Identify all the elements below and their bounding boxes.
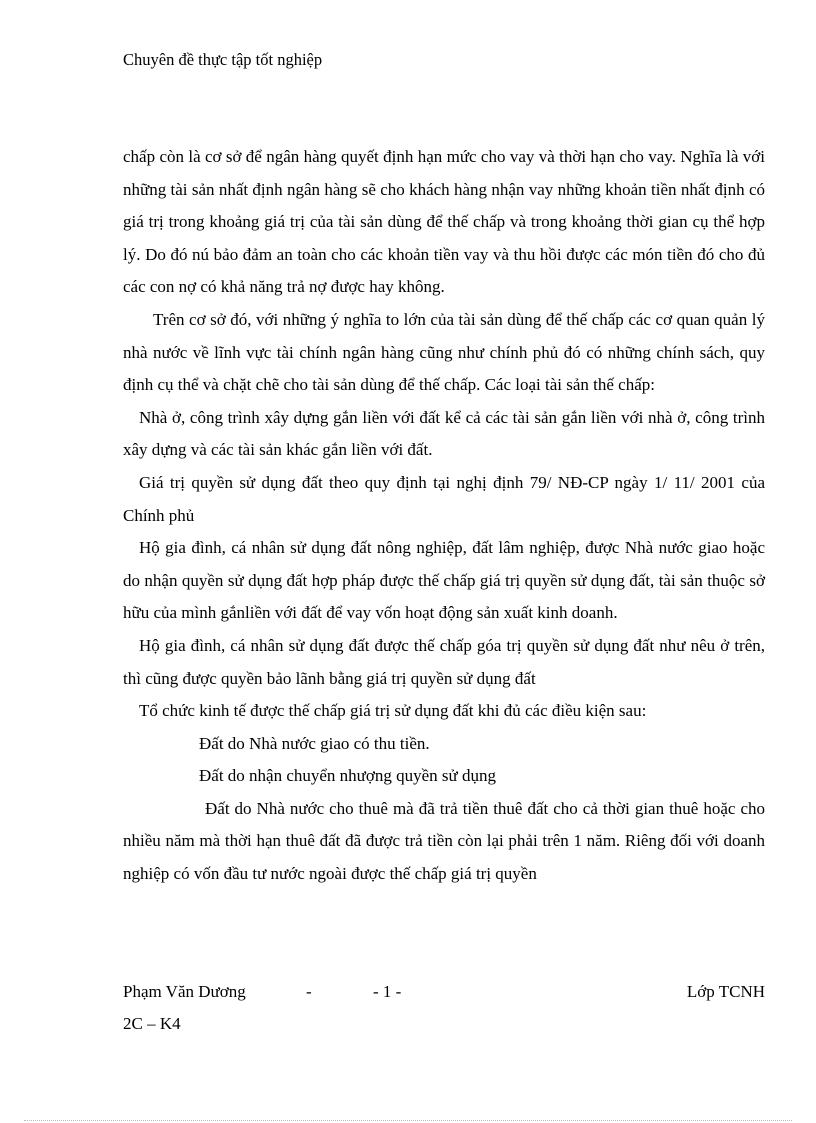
paragraph-collateral-types-intro: Trên cơ sở đó, với những ý nghĩa to lớn của tài sản dùng để thế chấp các cơ quan quản lý nhà nước về lĩnh vực tài chính ngân hàng cũng như chính phủ đó có những chính sách, quy định cụ thể và chặt chẽ cho tài sản dùng để thế chấp. Các loại tài sản thế chấp:	[123, 309, 765, 395]
footer-page-number: - 1 -	[373, 982, 402, 1001]
footer-class-line2: 2C – K4	[123, 1014, 181, 1033]
list-item-transferred-land: Đất do nhận chuyển nhượng quyền sử dụng	[199, 766, 497, 786]
paragraph-land-use-right-value: Giá trị quyền sử dụng đất theo quy định tại nghị định 79/ NĐ-CP ngày 1/ 11/ 2001 của Chính phủ	[123, 472, 765, 525]
page-footer	[123, 976, 765, 1033]
footer-author: Phạm Văn Dương	[123, 982, 246, 1001]
page-header-title: Chuyên đề thực tập tốt nghiệp	[123, 50, 323, 69]
footer-class-line1: Lớp TCNH	[686, 982, 765, 1001]
paragraph-households-agricultural-land: Hộ gia đình, cá nhân sử dụng đất nông nghiệp, đất lâm nghiệp, được Nhà nước giao hoặc do nhận quyền sử dụng đất hợp pháp được thế chấp giá trị quyền sử dụng đất, tài sản thuộc sở hữu của mình gắnliền với đất để vay vốn hoạt động sản xuất kinh doanh.	[123, 538, 765, 623]
document-body	[123, 141, 765, 891]
paragraph-houses-constructions: Nhà ở, công trình xây dựng gắn liền với đất kể cả các tài sản gắn liền với nhà ở, công trình xây dựng và các tài sản khác gắn liền với đất.	[123, 407, 765, 460]
list-item-allocated-land: Đất do Nhà nước giao có thu tiền.	[199, 733, 430, 753]
page-bottom-divider	[24, 1120, 792, 1121]
paragraph-continuation: chấp còn là cơ sở để ngân hàng quyết định hạn mức cho vay và thời hạn cho vay. Nghĩa là với những tài sản nhất định ngân hàng sẽ cho khách hàng nhận vay những khoản tiền nhất định có giá trị trong khoảng giá trị của tài sản dùng để thế chấp và trong khoảng thời gian cụ thể hợp lý. Do đó nú bảo đảm an toàn cho các khoản tiền vay và thu hồi được các món tiền đó cho đủ các con nợ có khả năng trả nợ được hay không.	[123, 147, 765, 297]
paragraph-households-guarantee: Hộ gia đình, cá nhân sử dụng đất được thế chấp góa trị quyền sử dụng đất như nêu ở trên, thì cũng được quyền bảo lãnh bằng giá trị quyền sử dụng đất	[123, 635, 765, 688]
footer-separator: -	[306, 982, 312, 1001]
list-item-leased-land: Đất do Nhà nước cho thuê mà đã trả tiền thuê đất cho cả thời gian thuê hoặc cho nhiều năm mà thời hạn thuê đất đã được trả tiền còn lại phải trên 1 năm. Riêng đối với doanh nghiệp có vốn đầu tư nước ngoài được thế chấp giá trị quyền	[123, 798, 765, 884]
paragraph-economic-organizations: Tổ chức kinh tế được thế chấp giá trị sử dụng đất khi đủ các điều kiện sau:	[139, 701, 647, 721]
